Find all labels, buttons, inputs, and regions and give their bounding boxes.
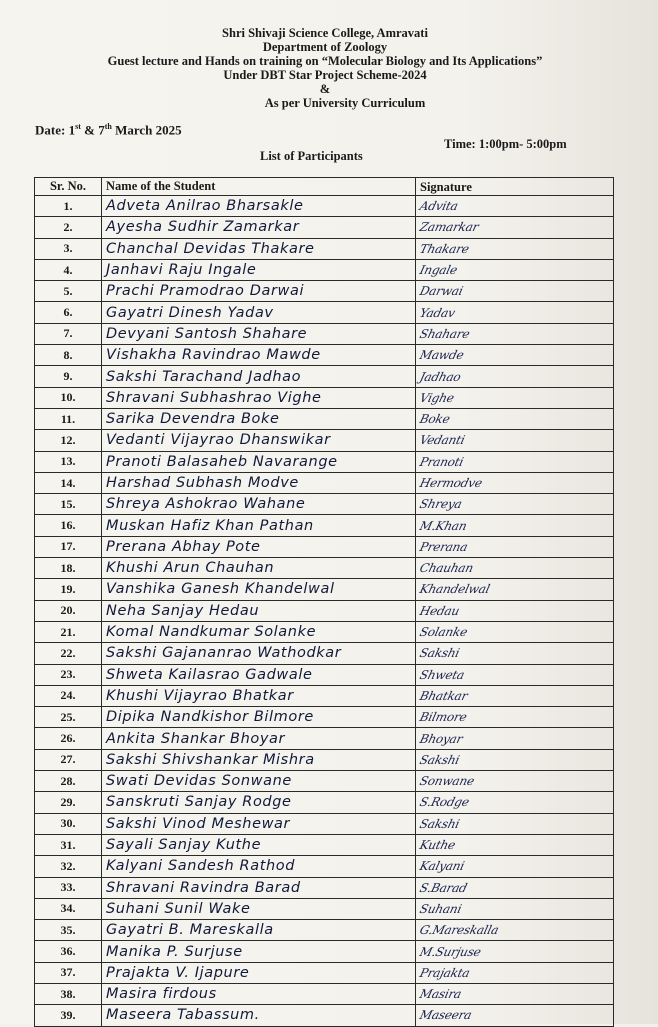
student-name: Kalyani Sandesh Rathod: [106, 858, 296, 875]
signature-cell: [416, 536, 614, 557]
signature-cell: [416, 962, 614, 983]
student-name-cell: [102, 494, 416, 515]
table-row: [35, 771, 614, 792]
row-number: 28.: [35, 771, 102, 792]
student-signature: Masira: [418, 987, 463, 1002]
row-number: 12.: [35, 430, 102, 451]
signature-cell: [416, 387, 614, 408]
table-row: [35, 792, 614, 813]
table-row: [35, 962, 614, 983]
student-name: Sayali Sanjay Kuthe: [106, 837, 262, 854]
table-row: [35, 238, 614, 259]
student-name-cell: [102, 643, 416, 664]
curriculum-line: As per University Curriculum: [264, 96, 426, 110]
student-name-cell: [102, 834, 416, 855]
student-signature: Ingale: [418, 263, 459, 278]
student-name-cell: [102, 579, 416, 600]
student-name-cell: [102, 217, 416, 238]
student-signature: Solanke: [418, 625, 469, 640]
signature-cell: [416, 983, 614, 1004]
row-number: 24.: [35, 685, 102, 706]
student-name-cell: [102, 323, 416, 344]
student-signature: Kuthe: [418, 838, 457, 853]
student-name-cell: [102, 898, 416, 919]
table-row: [35, 259, 614, 280]
student-signature: Khandelwal: [418, 582, 492, 597]
student-name: Gayatri B. Mareskalla: [106, 922, 274, 939]
student-signature: Pranoti: [418, 454, 465, 469]
table-row: [35, 472, 614, 493]
student-name-cell: [102, 728, 416, 749]
row-number: 14.: [35, 472, 102, 493]
student-name: Suhani Sunil Wake: [106, 900, 251, 917]
table-row: [35, 302, 614, 323]
row-number: 39.: [35, 1005, 102, 1026]
table-row: [35, 941, 614, 962]
table-row: [35, 898, 614, 919]
student-name: Prerana Abhay Pote: [106, 538, 261, 555]
student-name-cell: [102, 387, 416, 408]
row-number: 17.: [35, 536, 102, 557]
signature-cell: [416, 472, 614, 493]
row-number: 18.: [35, 558, 102, 579]
row-number: 13.: [35, 451, 102, 472]
student-name-cell: [102, 302, 416, 323]
row-number: 38.: [35, 983, 102, 1004]
student-signature: Zamarkar: [418, 220, 481, 235]
student-name: Pranoti Balasaheb Navarange: [106, 453, 338, 470]
table-row: [35, 728, 614, 749]
table-row: [35, 281, 614, 302]
student-signature: Chauhan: [418, 561, 475, 576]
student-name: Janhavi Raju Ingale: [106, 262, 257, 279]
table-row: [35, 685, 614, 706]
student-name: Neha Sanjay Hedau: [106, 602, 260, 619]
row-number: 22.: [35, 643, 102, 664]
student-name: Sanskruti Sanjay Rodge: [106, 794, 292, 811]
table-row: [35, 536, 614, 557]
student-signature: Advita: [418, 199, 460, 214]
list-title: List of Participants: [260, 149, 363, 163]
student-name: Masira firdous: [106, 986, 217, 1003]
table-row: [35, 558, 614, 579]
table-row: [35, 877, 614, 898]
column-header-sr-no: Sr. No.: [35, 178, 102, 196]
student-name-cell: [102, 771, 416, 792]
student-name: Sakshi Tarachand Jadhao: [106, 368, 302, 385]
row-number: 11.: [35, 408, 102, 429]
student-name-cell: [102, 962, 416, 983]
row-number: 10.: [35, 387, 102, 408]
student-signature: Vighe: [418, 390, 456, 405]
student-name: Komal Nandkumar Solanke: [106, 624, 317, 641]
student-name: Gayatri Dinesh Yadav: [106, 304, 274, 321]
student-name-cell: [102, 621, 416, 642]
signature-cell: [416, 898, 614, 919]
table-row: [35, 643, 614, 664]
student-signature: Prajakta: [418, 965, 472, 980]
table-row: [35, 408, 614, 429]
student-name: Harshad Subhash Modve: [106, 475, 299, 491]
row-number: 15.: [35, 494, 102, 515]
table-row: [35, 366, 614, 387]
signature-cell: [416, 941, 614, 962]
signature-cell: [416, 451, 614, 472]
student-name-cell: [102, 877, 416, 898]
row-number: 27.: [35, 749, 102, 770]
table-row: [35, 515, 614, 536]
event-date: Date: 1st & 7th March 2025: [35, 122, 182, 138]
student-name: Chanchal Devidas Thakare: [106, 240, 315, 257]
student-name: Prachi Pramodrao Darwai: [106, 283, 305, 300]
row-number: 2.: [35, 217, 102, 238]
student-signature: Bhatkar: [418, 688, 470, 703]
student-signature: Hermodve: [418, 476, 484, 490]
student-name-cell: [102, 813, 416, 834]
signature-cell: [416, 707, 614, 728]
student-name: Muskan Hafiz Khan Pathan: [106, 517, 314, 534]
signature-cell: [416, 834, 614, 855]
table-row: [35, 217, 614, 238]
student-name: Shreya Ashokrao Wahane: [106, 496, 306, 513]
department-name: Department of Zoology: [262, 40, 388, 54]
table-row: [35, 621, 614, 642]
table-row: [35, 1005, 614, 1026]
student-signature: M.Khan: [418, 518, 469, 533]
row-number: 30.: [35, 813, 102, 834]
table-row: [35, 600, 614, 621]
signature-cell: [416, 238, 614, 259]
row-number: 6.: [35, 302, 102, 323]
signature-cell: [416, 728, 614, 749]
signature-cell: [416, 877, 614, 898]
signature-cell: [416, 664, 614, 685]
row-number: 37.: [35, 962, 102, 983]
row-number: 20.: [35, 600, 102, 621]
student-name-cell: [102, 941, 416, 962]
student-signature: Maseera: [418, 1008, 474, 1023]
student-signature: Darwai: [418, 284, 465, 299]
student-name-cell: [102, 1005, 416, 1026]
row-number: 29.: [35, 792, 102, 813]
student-signature: Bilmore: [418, 710, 469, 725]
student-name-cell: [102, 856, 416, 877]
signature-cell: [416, 558, 614, 579]
student-name-cell: [102, 707, 416, 728]
student-signature: Vedanti: [418, 433, 467, 448]
signature-cell: [416, 813, 614, 834]
student-name: Shravani Ravindra Barad: [106, 879, 301, 896]
student-signature: Hedau: [418, 603, 461, 618]
student-signature: Boke: [418, 412, 452, 427]
student-signature: Sakshi: [418, 646, 461, 661]
ampersand-line: &: [319, 82, 331, 96]
scheme-line: Under DBT Star Project Scheme-2024: [223, 68, 427, 82]
student-name: Sakshi Vinod Meshewar: [106, 815, 291, 832]
row-number: 4.: [35, 259, 102, 280]
student-name: Swati Devidas Sonwane: [106, 773, 292, 790]
student-signature: Sakshi: [418, 752, 461, 767]
table-row: [35, 856, 614, 877]
student-name: Sarika Devendra Boke: [106, 411, 280, 428]
row-number: 25.: [35, 707, 102, 728]
signature-cell: [416, 685, 614, 706]
student-signature: G.Mareskalla: [418, 923, 501, 938]
table-row: [35, 345, 614, 366]
table-row: [35, 920, 614, 941]
table-row: [35, 579, 614, 600]
row-number: 23.: [35, 664, 102, 685]
student-name: Maseera Tabassum.: [106, 1007, 260, 1024]
student-name: Prajakta V. Ijapure: [106, 964, 250, 981]
table-row: [35, 387, 614, 408]
table-row: [35, 430, 614, 451]
student-name: Khushi Vijayrao Bhatkar: [106, 687, 294, 704]
student-name-cell: [102, 685, 416, 706]
student-name-cell: [102, 792, 416, 813]
college-name: Shri Shivaji Science College, Amravati: [222, 26, 428, 40]
table-row: [35, 749, 614, 770]
table-header-row: [35, 178, 614, 196]
student-name-cell: [102, 558, 416, 579]
row-number: 7.: [35, 323, 102, 344]
student-signature: Sakshi: [418, 816, 461, 831]
signature-cell: [416, 771, 614, 792]
row-number: 32.: [35, 856, 102, 877]
student-name: Adveta Anilrao Bharsakle: [106, 198, 304, 215]
student-signature: Jadhao: [418, 369, 463, 384]
table-row: [35, 451, 614, 472]
student-name-cell: [102, 536, 416, 557]
row-number: 35.: [35, 920, 102, 941]
row-number: 3.: [35, 238, 102, 259]
signature-cell: [416, 600, 614, 621]
row-number: 16.: [35, 515, 102, 536]
student-name-cell: [102, 345, 416, 366]
participants-table: [34, 177, 614, 1027]
table-row: [35, 707, 614, 728]
student-name: Vanshika Ganesh Khandelwal: [106, 581, 335, 598]
row-number: 34.: [35, 898, 102, 919]
student-name-cell: [102, 920, 416, 941]
signature-cell: [416, 643, 614, 664]
student-signature: Sonwane: [418, 774, 476, 789]
student-name-cell: [102, 600, 416, 621]
row-number: 19.: [35, 579, 102, 600]
student-signature: Kalyani: [418, 859, 466, 874]
student-name-cell: [102, 664, 416, 685]
row-number: 31.: [35, 834, 102, 855]
student-name: Ayesha Sudhir Zamarkar: [106, 219, 300, 236]
signature-cell: [416, 579, 614, 600]
student-name-cell: [102, 983, 416, 1004]
student-name-cell: [102, 430, 416, 451]
student-name-cell: [102, 408, 416, 429]
table-row: [35, 664, 614, 685]
table-row: [35, 834, 614, 855]
student-signature: Shreya: [418, 497, 464, 512]
table-row: [35, 494, 614, 515]
student-name: Sakshi Shivshankar Mishra: [106, 751, 315, 768]
signature-cell: [416, 302, 614, 323]
signature-cell: [416, 196, 614, 217]
student-name-cell: [102, 515, 416, 536]
participants-table-body: [35, 196, 614, 1027]
student-signature: Thakare: [418, 241, 471, 256]
signature-cell: [416, 366, 614, 387]
row-number: 36.: [35, 941, 102, 962]
student-name: Ankita Shankar Bhoyar: [106, 730, 286, 747]
event-time: Time: 1:00pm- 5:00pm: [444, 137, 567, 151]
event-title: Guest lecture and Hands on training on “Molecular Biology and Its Applications”: [107, 54, 543, 68]
signature-cell: [416, 323, 614, 344]
student-signature: S.Rodge: [418, 795, 471, 810]
column-header-signature: Signature: [416, 178, 614, 196]
student-signature: Bhoyar: [418, 731, 464, 746]
signature-cell: [416, 1005, 614, 1026]
signature-cell: [416, 920, 614, 941]
student-name-cell: [102, 749, 416, 770]
student-name: Shweta Kailasrao Gadwale: [106, 666, 313, 683]
signature-cell: [416, 259, 614, 280]
signature-cell: [416, 408, 614, 429]
student-name-cell: [102, 451, 416, 472]
row-number: 5.: [35, 281, 102, 302]
student-name: Khushi Arun Chauhan: [106, 560, 275, 577]
student-name: Devyani Santosh Shahare: [106, 325, 308, 342]
student-signature: Shahare: [418, 326, 472, 341]
student-name-cell: [102, 196, 416, 217]
signature-cell: [416, 430, 614, 451]
row-number: 1.: [35, 196, 102, 217]
signature-cell: [416, 621, 614, 642]
signature-cell: [416, 281, 614, 302]
signature-cell: [416, 515, 614, 536]
column-header-name: Name of the Student: [102, 178, 416, 196]
row-number: 26.: [35, 728, 102, 749]
student-signature: Prerana: [418, 539, 470, 554]
document-header: [0, 26, 650, 110]
signature-cell: [416, 856, 614, 877]
student-signature: Shweta: [418, 667, 466, 682]
student-name: Sakshi Gajananrao Wathodkar: [106, 645, 342, 662]
signature-cell: [416, 217, 614, 238]
signature-cell: [416, 749, 614, 770]
student-name: Shravani Subhashrao Vighe: [106, 389, 322, 406]
student-signature: Mawde: [418, 348, 466, 363]
table-row: [35, 813, 614, 834]
student-name: Vedanti Vijayrao Dhanswikar: [106, 432, 331, 449]
student-name: Manika P. Surjuse: [106, 943, 243, 960]
student-name: Dipika Nandkishor Bilmore: [106, 709, 314, 726]
student-signature: Suhani: [418, 901, 463, 916]
student-name-cell: [102, 281, 416, 302]
student-signature: M.Surjuse: [418, 944, 483, 959]
student-name-cell: [102, 366, 416, 387]
row-number: 9.: [35, 366, 102, 387]
student-name: Vishakha Ravindrao Mawde: [106, 347, 321, 364]
table-row: [35, 323, 614, 344]
student-name-cell: [102, 259, 416, 280]
student-name-cell: [102, 472, 416, 493]
signature-cell: [416, 494, 614, 515]
row-number: 8.: [35, 345, 102, 366]
signature-cell: [416, 792, 614, 813]
row-number: 21.: [35, 621, 102, 642]
student-name-cell: [102, 238, 416, 259]
signature-cell: [416, 345, 614, 366]
table-row: [35, 196, 614, 217]
row-number: 33.: [35, 877, 102, 898]
student-signature: Yadav: [418, 305, 457, 320]
student-signature: S.Barad: [418, 880, 469, 895]
table-row: [35, 983, 614, 1004]
